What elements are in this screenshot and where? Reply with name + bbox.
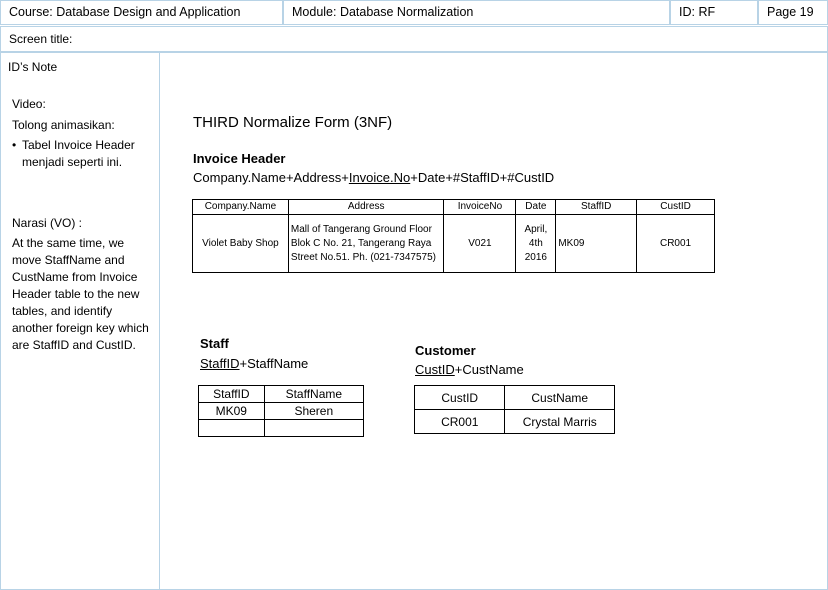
- staff-heading: Staff: [200, 336, 229, 351]
- bullet-icon: •: [12, 138, 17, 152]
- table-cell: CR001: [415, 410, 505, 434]
- invoice-formula-key: Invoice.No: [348, 170, 411, 185]
- screen-title: Screen title:: [0, 26, 828, 52]
- table-header-row: [193, 200, 715, 215]
- customer-table: [414, 385, 615, 434]
- module-label: Module: Database Normalization: [283, 0, 670, 25]
- table-cell: April, 4th 2016: [516, 215, 556, 273]
- invoice-header-formula: [193, 170, 554, 185]
- column-header: StaffID: [556, 200, 637, 215]
- staff-formula: [200, 356, 308, 371]
- column-header: CustID: [637, 200, 715, 215]
- table-row: [193, 215, 715, 273]
- customer-formula-post: +CustName: [454, 362, 524, 377]
- table-row: [415, 410, 615, 434]
- table-cell: Violet Baby Shop: [193, 215, 289, 273]
- page-title: THIRD Normalize Form (3NF): [193, 114, 393, 131]
- table-cell: MK09: [556, 215, 637, 273]
- invoice-formula-post: +Date+#StaffID+#CustID: [410, 170, 555, 185]
- table-cell: V021: [444, 215, 516, 273]
- staff-formula-post: +StaffName: [239, 356, 309, 371]
- table-header-row: [415, 386, 615, 410]
- staff-formula-key: StaffID: [200, 356, 240, 371]
- invoice-header-heading: Invoice Header: [193, 151, 286, 166]
- table-cell: [199, 420, 265, 437]
- column-header: Address: [288, 200, 444, 215]
- video-bullet-text: Tabel Invoice Header menjadi seperti ini.: [22, 138, 135, 169]
- staff-table: [198, 385, 364, 437]
- column-header: Date: [516, 200, 556, 215]
- narasi-text: At the same time, we move StaffName and CustName from Invoice Header table to the new tables, and identify another foreign key which are StaffID and CustID.: [12, 236, 149, 352]
- id-label: ID: RF: [670, 0, 758, 25]
- table-row: [199, 420, 364, 437]
- id-notes-title: ID’s Note: [8, 60, 58, 74]
- invoice-header-table: [192, 199, 715, 273]
- video-instruction: Tolong animasikan:: [12, 118, 115, 132]
- column-header: StaffName: [264, 386, 363, 403]
- table-cell: MK09: [199, 403, 265, 420]
- video-label: Video:: [12, 97, 46, 111]
- column-header: StaffID: [199, 386, 265, 403]
- column-header: CustID: [415, 386, 505, 410]
- table-cell: Sheren: [264, 403, 363, 420]
- customer-heading: Customer: [415, 343, 476, 358]
- column-header: CustName: [505, 386, 615, 410]
- page-number: Page 19: [758, 0, 828, 25]
- video-bullet: [12, 137, 152, 171]
- table-cell: [264, 420, 363, 437]
- column-header: InvoiceNo: [444, 200, 516, 215]
- course-label: Course: Database Design and Application: [0, 0, 283, 25]
- table-cell: CR001: [637, 215, 715, 273]
- table-cell: Crystal Marris: [505, 410, 615, 434]
- content-panel: [160, 52, 828, 590]
- customer-formula-key: CustID: [415, 362, 455, 377]
- invoice-formula-pre: Company.Name+Address+: [193, 170, 349, 185]
- column-header: Company.Name: [193, 200, 289, 215]
- table-header-row: [199, 386, 364, 403]
- table-row: [199, 403, 364, 420]
- customer-formula: [415, 362, 524, 377]
- narasi-label: Narasi (VO) :: [12, 216, 83, 230]
- table-cell: Mall of Tangerang Ground Floor Blok C No. 21, Tangerang Raya Street No.51. Ph. (021-7347575): [288, 215, 444, 273]
